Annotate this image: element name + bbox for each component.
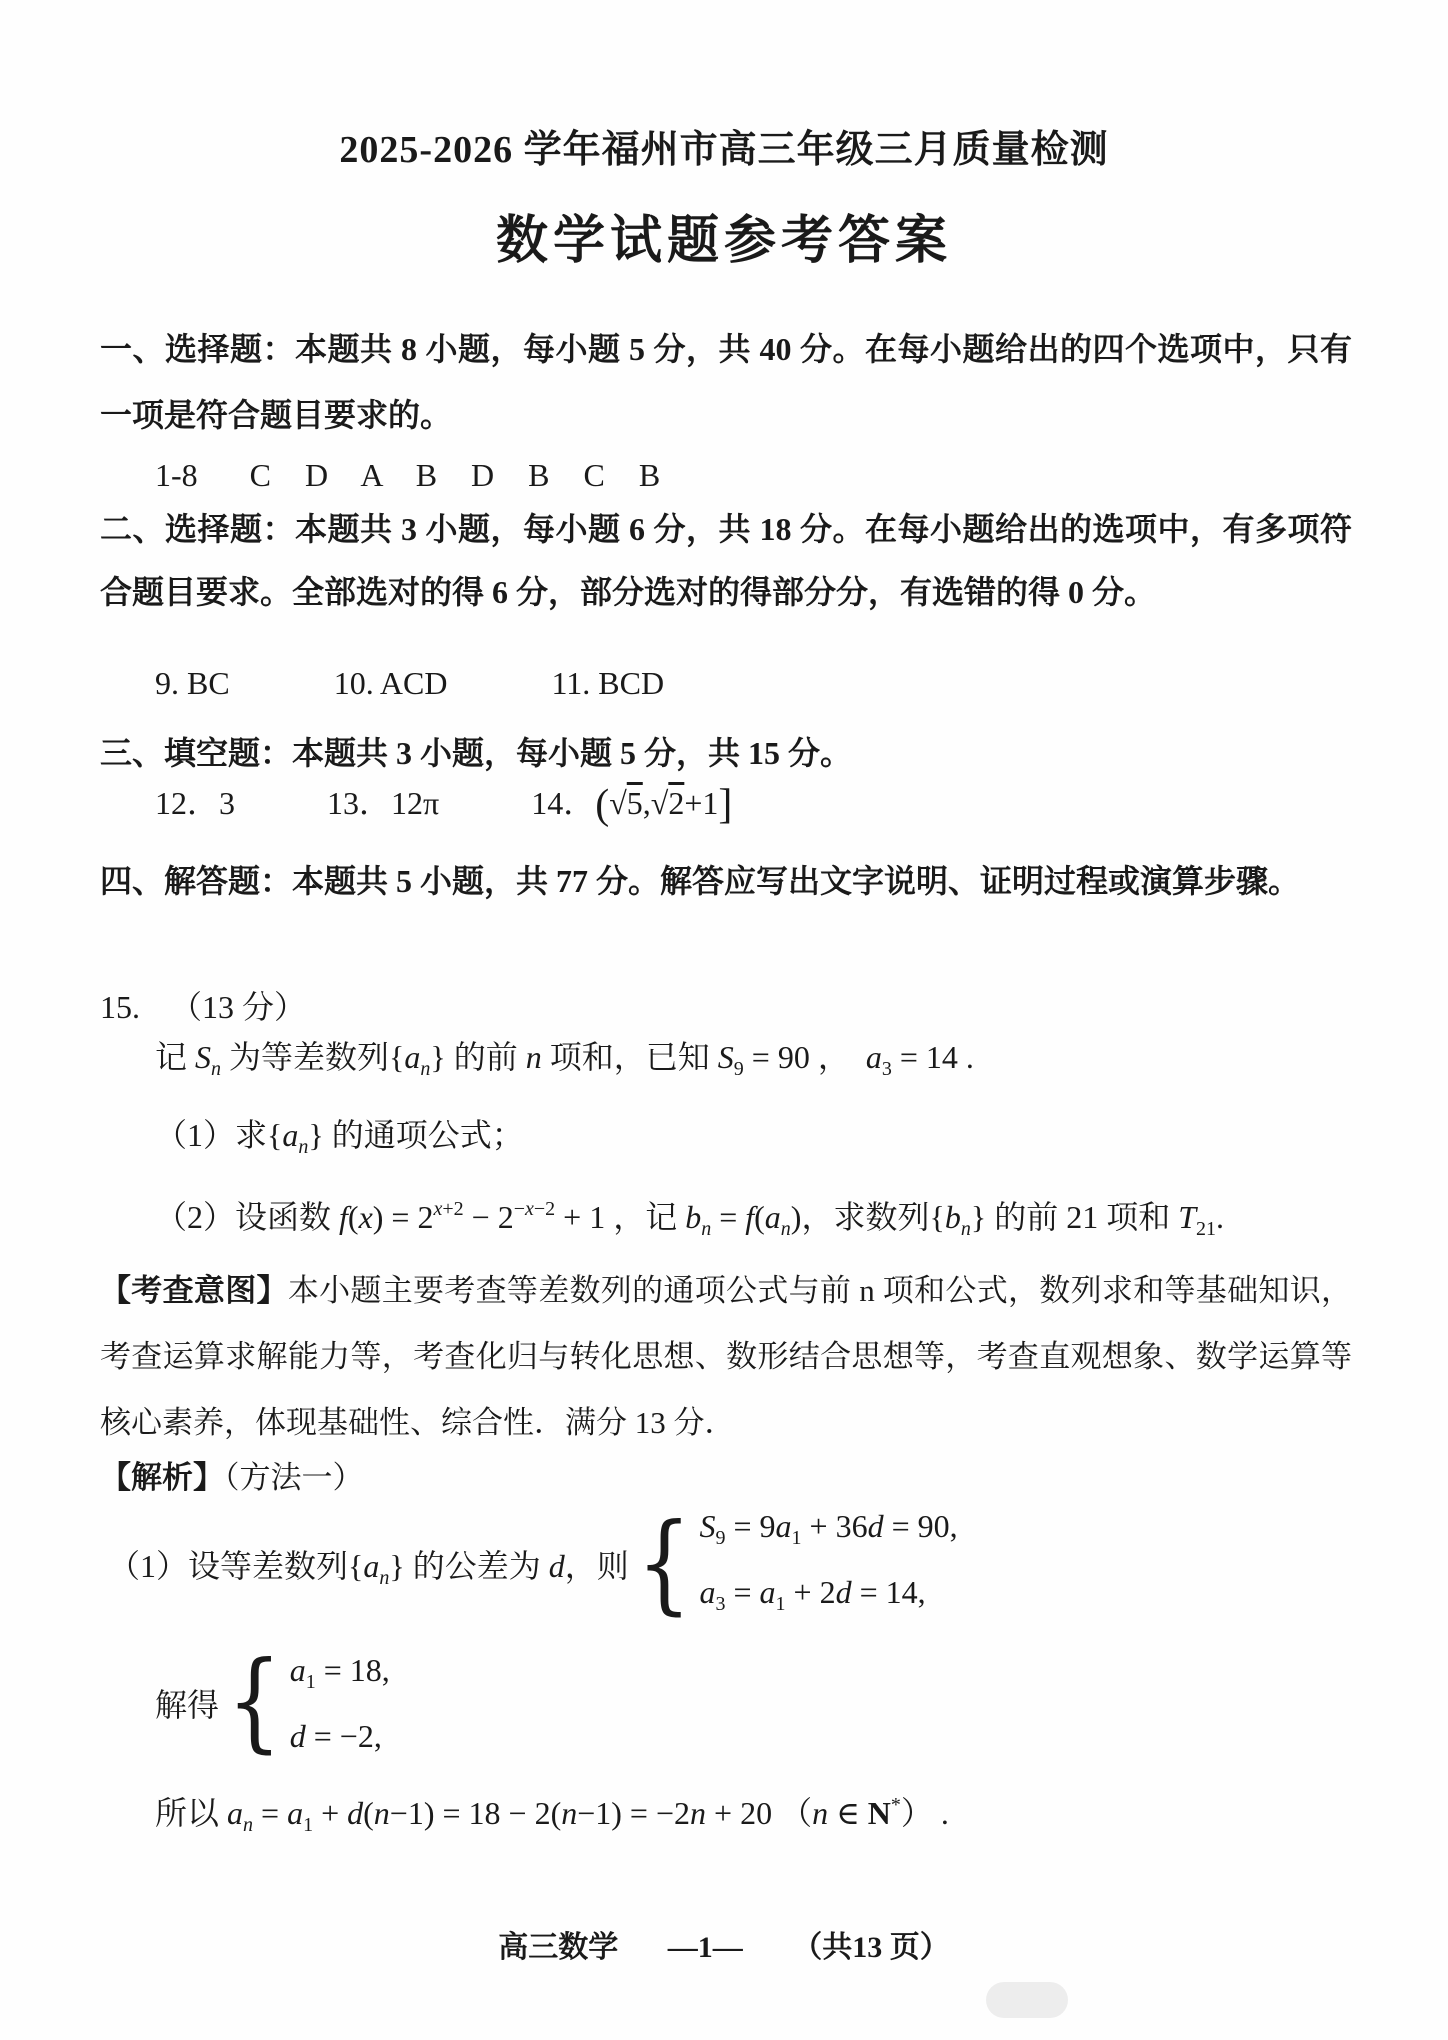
math-segment: x <box>524 1198 534 1220</box>
math-segment: f <box>339 1199 348 1235</box>
math-segment: = <box>711 1199 746 1235</box>
question-15-statement <box>155 1032 974 1094</box>
answer-12: 12．3 <box>155 785 236 821</box>
math-segment: 的公差为 <box>404 1547 549 1584</box>
answers-range-label: 1-8 <box>155 457 198 493</box>
math-segment: +2 <box>442 1198 464 1220</box>
analysis-method: （方法一） <box>224 1460 364 1495</box>
equation-row-1 <box>699 1506 957 1558</box>
math-segment: a <box>227 1795 244 1831</box>
math-segment: ] <box>718 782 733 828</box>
math-segment: = <box>725 1574 760 1610</box>
math-segment: = 2 <box>383 1199 434 1235</box>
math-segment: b <box>944 1199 961 1235</box>
math-segment: 1 <box>791 1527 802 1549</box>
math-segment: } <box>389 1547 405 1584</box>
math-segment: 1 <box>775 1593 786 1615</box>
math-segment: S <box>195 1039 212 1075</box>
answer-13: 13．12π <box>327 785 440 821</box>
math-segment: = 14, <box>851 1574 926 1610</box>
answer-9: 9. BC <box>155 665 230 701</box>
math-segment: a <box>759 1574 776 1610</box>
math-segment: + 1 ，记 <box>555 1199 686 1235</box>
math-segment: n <box>780 1218 791 1240</box>
solve-label: 解得 <box>155 1687 220 1723</box>
math-segment: a <box>289 1652 306 1688</box>
math-segment: a <box>764 1199 781 1235</box>
result-system <box>227 1639 390 1765</box>
math-segment: 14． <box>531 785 596 821</box>
answers-12-14 <box>155 780 816 826</box>
math-segment: （1）设等差数列 <box>108 1547 349 1584</box>
math-segment: ∈ <box>828 1795 868 1831</box>
math-segment: = 90, <box>883 1508 958 1544</box>
question-15-number <box>100 982 306 1028</box>
math-segment: 1 <box>305 1671 316 1693</box>
math-segment: * <box>890 1794 901 1816</box>
math-segment: d <box>289 1718 306 1754</box>
math-segment: 所以 <box>155 1795 228 1831</box>
section-two-heading: 二、选择题：本题共 3 小题，每小题 6 分，共 18 分。在每小题给出的选项中，有多项符合题目要求。全部选对的得 6 分，部分选对的得部分分，有选错的得 0 分。 <box>100 511 1352 610</box>
math-segment: d <box>867 1508 884 1544</box>
math-segment: n <box>812 1795 829 1831</box>
math-segment: n <box>960 1218 971 1240</box>
math-segment: n <box>690 1795 707 1831</box>
math-segment: d <box>347 1795 364 1831</box>
math-segment: ，则 <box>564 1547 629 1584</box>
math-segment: + 36 <box>801 1508 868 1544</box>
math-segment: n <box>420 1058 431 1080</box>
math-segment: d <box>835 1574 852 1610</box>
math-segment: n <box>379 1566 390 1589</box>
math-segment: 的前 21 项和 <box>986 1199 1179 1235</box>
math-segment: = 9 <box>725 1508 776 1544</box>
math-segment: − 2 <box>463 1199 514 1235</box>
math-segment: 2 <box>668 785 685 821</box>
math-segment: 的通项公式； <box>323 1117 524 1153</box>
math-segment: d <box>548 1547 565 1584</box>
math-segment: } <box>308 1117 324 1153</box>
math-segment: ） . <box>900 1795 949 1831</box>
math-segment: { <box>348 1547 364 1584</box>
footer-course: 高三数学 <box>498 1931 619 1964</box>
math-segment: a <box>363 1547 380 1584</box>
result-row-1 <box>290 1650 390 1702</box>
math-segment: +1 <box>684 785 719 821</box>
math-segment: S <box>717 1039 734 1075</box>
question-15-part1 <box>155 1110 524 1172</box>
math-segment: b <box>685 1199 702 1235</box>
math-segment: 1 <box>303 1814 314 1836</box>
math-segment: √ <box>650 785 669 821</box>
math-segment: n <box>525 1039 542 1075</box>
math-segment: （1）求 <box>155 1117 268 1153</box>
math-segment: 9 <box>733 1058 744 1080</box>
math-segment: = 14 . <box>891 1039 974 1075</box>
answers-1-8 <box>155 452 660 498</box>
math-segment: n <box>701 1218 712 1240</box>
answers-9-11 <box>155 660 760 706</box>
answer-10: 10. ACD <box>333 665 448 701</box>
solution-lead <box>108 1541 629 1590</box>
math-segment: = 18, <box>315 1652 390 1688</box>
page-footer <box>0 1922 1448 1966</box>
math-segment: −1) = 18 − 2( <box>389 1795 562 1831</box>
solution-solve-result <box>155 1639 390 1765</box>
math-segment: { <box>389 1039 405 1075</box>
math-segment: （2）设函数 <box>155 1199 340 1235</box>
analysis-label: 【解析】 <box>100 1460 224 1495</box>
solution-conclusion <box>155 1780 949 1850</box>
exam-intent-paragraph <box>100 1258 1352 1456</box>
math-segment: f <box>745 1199 755 1235</box>
math-segment: √ <box>609 785 627 821</box>
question-number: 15. <box>100 989 140 1025</box>
math-segment: ，求数列 <box>801 1199 930 1235</box>
math-segment: n <box>243 1814 254 1836</box>
math-segment: n <box>373 1795 390 1831</box>
math-segment: } <box>430 1039 446 1075</box>
question-points: （13 分） <box>170 989 307 1025</box>
math-segment: 为等差数列 <box>221 1039 390 1075</box>
math-segment: T <box>1178 1199 1196 1235</box>
math-segment: −1) = −2 <box>577 1795 691 1831</box>
math-segment: + 20 （ <box>706 1795 813 1831</box>
answer-11: 11. BCD <box>551 665 665 701</box>
math-segment: 3 <box>715 1593 726 1615</box>
math-segment: 记 <box>155 1039 196 1075</box>
math-segment: −2 <box>533 1198 556 1220</box>
answer-14 <box>531 780 732 826</box>
math-segment: ) <box>790 1199 802 1235</box>
equation-row-2 <box>699 1572 957 1624</box>
section-three-heading: 三、填空题：本题共 3 小题，每小题 5 分，共 15 分。 <box>100 735 853 771</box>
math-segment: 5 <box>626 785 643 821</box>
watermark-pill <box>986 1982 1068 2018</box>
math-segment: { <box>267 1117 283 1153</box>
math-segment: 9 <box>715 1527 726 1549</box>
math-segment: { <box>929 1199 945 1235</box>
math-segment: n <box>561 1795 578 1831</box>
answer-key-title: 数学试题参考答案 <box>495 213 952 270</box>
math-segment: n <box>211 1058 222 1080</box>
math-segment: ) <box>372 1199 384 1235</box>
math-segment: . <box>1216 1199 1224 1235</box>
math-segment: S <box>699 1508 716 1544</box>
math-segment: 21 <box>1196 1218 1216 1240</box>
answers-1-8-letters: C D A B D B C B <box>249 457 661 493</box>
math-segment: + 2 <box>785 1574 836 1610</box>
question-15-part2 <box>155 1184 1224 1254</box>
math-segment: ( <box>363 1795 374 1831</box>
math-segment: 3 <box>881 1058 892 1080</box>
footer-page-number: —1— <box>667 1931 743 1964</box>
math-segment: ( <box>754 1199 765 1235</box>
left-brace: { <box>636 1501 692 1627</box>
math-segment: = <box>253 1795 288 1831</box>
math-segment: = −2, <box>305 1718 382 1754</box>
intent-body: 本小题主要考查等差数列的通项公式与前 n 项和公式，数列求和等基础知识，考查运算求解能力等，考查化归与转化思想、数形结合思想等，考查直观想象、数学运算等核心素养，体现基础性、综合性．满分 13 分． <box>100 1273 1353 1440</box>
intent-label: 【考查意图】 <box>100 1273 288 1308</box>
math-segment: a <box>404 1039 421 1075</box>
equation-system <box>636 1501 958 1627</box>
math-segment: = 90 ， <box>743 1039 866 1075</box>
math-segment: n <box>298 1136 309 1158</box>
math-segment: a <box>699 1574 716 1610</box>
math-segment: a <box>282 1117 299 1153</box>
left-brace: { <box>227 1639 282 1765</box>
math-segment: a <box>865 1039 882 1075</box>
math-segment: x <box>433 1198 443 1220</box>
math-segment: N <box>867 1795 891 1831</box>
math-segment: , <box>642 785 651 821</box>
math-segment: 的前 <box>445 1039 526 1075</box>
footer-total-pages: （共13 页） <box>792 1931 950 1964</box>
result-row-2 <box>290 1716 390 1756</box>
math-segment: a <box>287 1795 304 1831</box>
math-segment: ( <box>595 782 610 828</box>
math-segment: x <box>358 1199 373 1235</box>
solution-part1-setup <box>108 1501 958 1627</box>
section-four-heading: 四、解答题：本题共 5 小题，共 77 分。解答应写出文字说明、证明过程或演算步骤。 <box>100 863 1301 899</box>
math-segment: 项和，已知 <box>541 1039 718 1075</box>
math-segment: } <box>970 1199 987 1235</box>
math-segment: ( <box>347 1199 359 1235</box>
section-one-heading: 一、选择题：本题共 8 小题，每小题 5 分，共 40 分。在每小题给出的四个选项中，只有一项是符合题目要求的。 <box>100 331 1352 433</box>
analysis-heading <box>100 1452 364 1497</box>
math-segment: − <box>513 1198 525 1220</box>
math-segment: a <box>775 1508 792 1544</box>
exam-title: 2025-2026 学年福州市高三年级三月质量检测 <box>339 129 1109 171</box>
math-segment: + <box>313 1795 348 1831</box>
